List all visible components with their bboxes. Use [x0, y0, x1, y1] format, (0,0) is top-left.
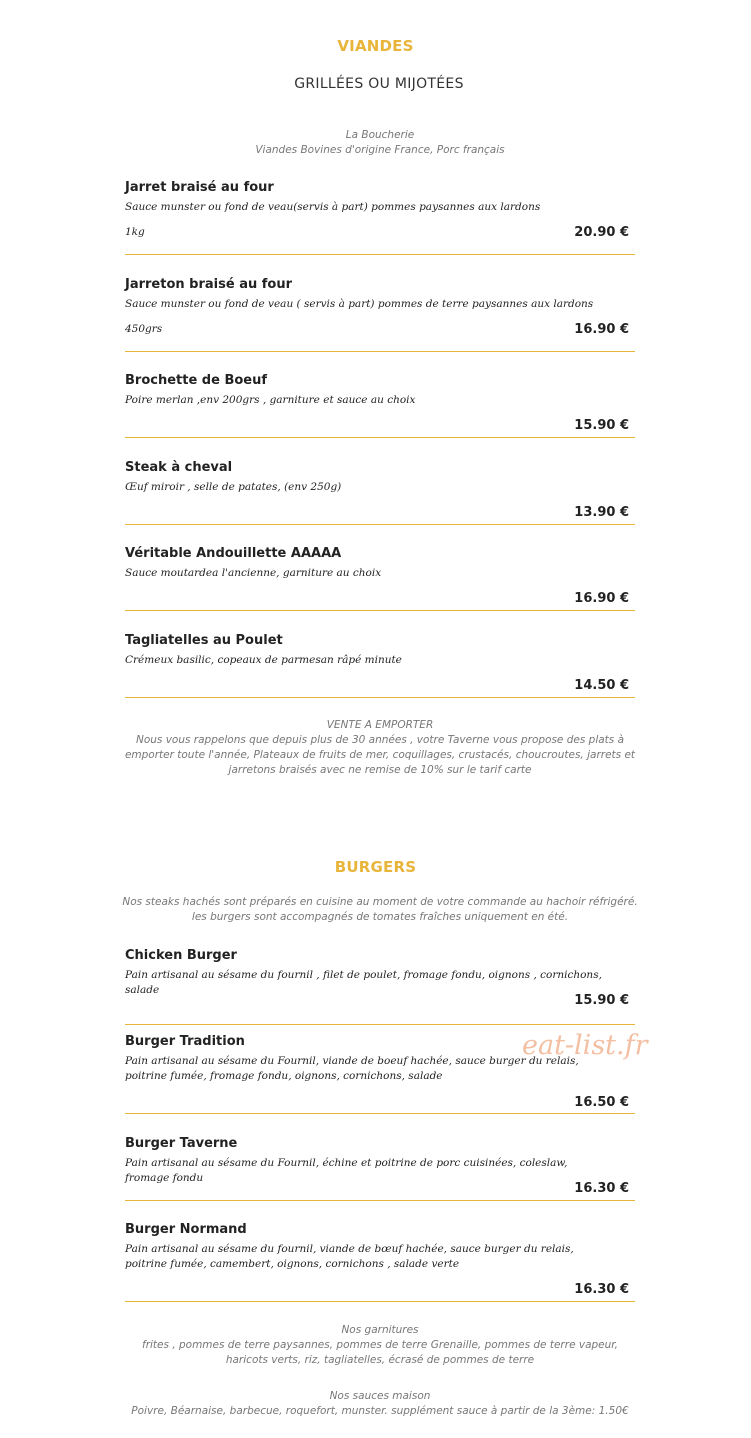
item-name: Burger Taverne [125, 1136, 238, 1151]
item-quantity: 1kg [125, 226, 145, 238]
takeaway-title: VENTE A EMPORTER [326, 719, 434, 731]
watermark-logo: eat-list.fr [522, 1030, 648, 1061]
item-price: 15.90 € [574, 993, 629, 1008]
item-price: 20.90 € [574, 225, 629, 240]
garnish-title: Nos garnitures [341, 1324, 419, 1336]
item-divider [125, 437, 635, 438]
item-name: Jarret braisé au four [125, 180, 274, 195]
item-description: Pain artisanal au sésame du Fournil, échine et poitrine de porc cuisinées, coleslaw, fromage fondu [125, 1157, 568, 1184]
item-price: 15.90 € [574, 418, 629, 433]
item-divider [125, 1301, 635, 1302]
item-divider [125, 697, 635, 698]
item-name: Steak à cheval [125, 460, 233, 475]
item-divider [125, 254, 635, 255]
item-description: Pain artisanal au sésame du fournil, viande de bœuf hachée, sauce burger du relais, poitrine fumée, camembert, oignons, cornichons , salade verte [125, 1243, 574, 1270]
section-title-viandes: VIANDES [337, 37, 414, 55]
item-quantity: 450grs [125, 323, 163, 335]
item-name: Burger Tradition [125, 1034, 245, 1049]
butchery-note-text: Viandes Bovines d'origine France, Porc français [255, 144, 505, 156]
item-price: 16.30 € [574, 1282, 629, 1297]
item-divider [125, 1024, 635, 1025]
garnish-note [120, 1323, 640, 1368]
burgers-intro: Nos steaks hachés sont préparés en cuisine au moment de votre commande au hachoir réfrigéré. les burgers sont accompagnés de tomates fraîches uniquement en été. [122, 896, 638, 923]
item-divider [125, 524, 635, 525]
item-price: 16.90 € [574, 591, 629, 606]
item-price: 16.90 € [574, 322, 629, 337]
item-price: 16.30 € [574, 1181, 629, 1196]
item-name: Chicken Burger [125, 948, 237, 963]
item-divider [125, 1200, 635, 1201]
item-name: Véritable Andouillette AAAAA [125, 546, 342, 561]
item-description: Sauce munster ou fond de veau(servis à part) pommes paysannes aux lardons [125, 201, 541, 213]
item-price: 16.50 € [574, 1095, 629, 1110]
butchery-note [120, 128, 640, 158]
item-divider [125, 351, 635, 352]
item-description: Œuf miroir , selle de patates, (env 250g) [125, 481, 342, 493]
takeaway-text: Nous vous rappelons que depuis plus de 30 années , votre Taverne vous propose des plats à emporter toute l'année, Plateaux de fruits de mer, coquillages, crustacés, choucroutes, jarrets et jarretons braisés avec ne remise de 10% sur le tarif carte [124, 734, 636, 776]
item-description: Pain artisanal au sésame du Fournil, viande de boeuf hachée, sauce burger du relais, poitrine fumée, fromage fondu, oignons, cornichons, salade [125, 1055, 579, 1082]
takeaway-note [120, 718, 640, 778]
butchery-note-title: La Boucherie [345, 129, 415, 141]
item-name: Brochette de Boeuf [125, 373, 268, 388]
sauces-note [120, 1389, 640, 1419]
item-name: Jarreton braisé au four [125, 277, 293, 292]
item-price: 13.90 € [574, 505, 629, 520]
item-description: Crémeux basilic, copeaux de parmesan râpé minute [125, 654, 402, 666]
item-description: Poire merlan ,env 200grs , garniture et sauce au choix [125, 394, 416, 406]
item-price: 14.50 € [574, 678, 629, 693]
item-description: Pain artisanal au sésame du fournil , filet de poulet, fromage fondu, oignons , cornichons, salade [125, 969, 602, 996]
item-divider [125, 610, 635, 611]
garnish-text: frites , pommes de terre paysannes, pommes de terre Grenaille, pommes de terre vapeur, haricots verts, riz, tagliatelles, écrasé de pommes de terre [142, 1339, 618, 1366]
sauces-text: Poivre, Béarnaise, barbecue, roquefort, munster. supplément sauce à partir de la 3ème: 1.50€ [131, 1405, 629, 1417]
item-divider [125, 1113, 635, 1114]
item-description: Sauce munster ou fond de veau ( servis à part) pommes de terre paysannes aux lardons [125, 298, 594, 310]
sauces-title: Nos sauces maison [329, 1390, 431, 1402]
item-name: Burger Normand [125, 1222, 247, 1237]
section-subtitle: GRILLÉES OU MIJOTÉES [294, 76, 464, 92]
item-description: Sauce moutardea l'ancienne, garniture au choix [125, 567, 382, 579]
item-name: Tagliatelles au Poulet [125, 633, 283, 648]
section-title-burgers: BURGERS [334, 858, 417, 876]
